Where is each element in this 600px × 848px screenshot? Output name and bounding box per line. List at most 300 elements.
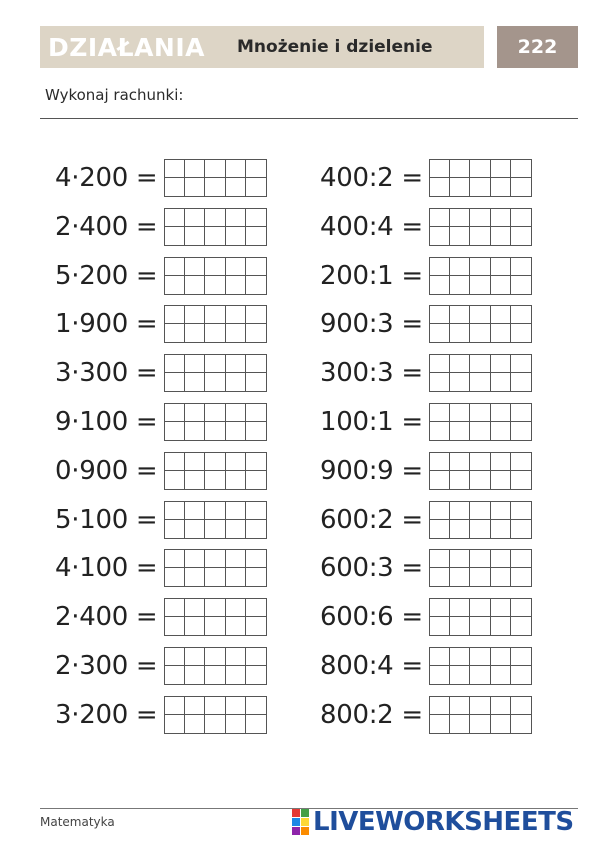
answer-cell[interactable]: [205, 648, 225, 666]
answer-cell[interactable]: [491, 373, 511, 391]
exercise-expression: 4·100 =: [55, 553, 158, 583]
answer-cell[interactable]: [511, 422, 531, 440]
exercise-expression: 4·200 =: [55, 163, 158, 193]
answer-cell[interactable]: [185, 568, 205, 586]
answer-cell[interactable]: [246, 568, 266, 586]
answer-cell[interactable]: [246, 306, 266, 324]
answer-cell[interactable]: [165, 258, 185, 276]
answer-grid[interactable]: [429, 354, 532, 392]
answer-cell[interactable]: [470, 209, 490, 227]
answer-cell[interactable]: [185, 648, 205, 666]
answer-cell[interactable]: [246, 227, 266, 245]
answer-cell[interactable]: [470, 355, 490, 373]
answer-cell[interactable]: [450, 160, 470, 178]
answer-cell[interactable]: [470, 550, 490, 568]
answer-cell[interactable]: [470, 178, 490, 196]
answer-cell[interactable]: [205, 209, 225, 227]
exercise-expression: 600:6 =: [320, 602, 423, 632]
answer-cell[interactable]: [470, 324, 490, 342]
answer-cell[interactable]: [491, 568, 511, 586]
watermark-text: LIVEWORKSHEETS: [313, 807, 574, 837]
answer-grid[interactable]: [429, 696, 532, 734]
page-number: 222: [497, 26, 578, 68]
answer-cell[interactable]: [205, 306, 225, 324]
answer-cell[interactable]: [511, 520, 531, 538]
answer-cell[interactable]: [226, 324, 246, 342]
answer-cell[interactable]: [246, 160, 266, 178]
answer-cell[interactable]: [470, 276, 490, 294]
answer-cell[interactable]: [491, 520, 511, 538]
answer-cell[interactable]: [450, 373, 470, 391]
answer-cell[interactable]: [205, 453, 225, 471]
answer-cell[interactable]: [185, 324, 205, 342]
answer-cell[interactable]: [450, 648, 470, 666]
answer-cell[interactable]: [226, 178, 246, 196]
answer-cell[interactable]: [491, 178, 511, 196]
answer-cell[interactable]: [185, 666, 205, 684]
answer-cell[interactable]: [165, 648, 185, 666]
answer-cell[interactable]: [205, 471, 225, 489]
answer-cell[interactable]: [470, 404, 490, 422]
answer-cell[interactable]: [450, 697, 470, 715]
answer-cell[interactable]: [470, 666, 490, 684]
instruction-text: Wykonaj rachunki:: [45, 86, 184, 104]
answer-grid[interactable]: [164, 257, 267, 295]
answer-cell[interactable]: [511, 178, 531, 196]
answer-cell[interactable]: [430, 697, 450, 715]
exercise-row: [55, 256, 275, 296]
answer-cell[interactable]: [491, 599, 511, 617]
answer-cell[interactable]: [430, 648, 450, 666]
answer-cell[interactable]: [185, 599, 205, 617]
answer-cell[interactable]: [470, 422, 490, 440]
answer-cell[interactable]: [185, 209, 205, 227]
answer-cell[interactable]: [470, 502, 490, 520]
answer-grid[interactable]: [164, 208, 267, 246]
answer-cell[interactable]: [511, 227, 531, 245]
answer-cell[interactable]: [165, 324, 185, 342]
answer-cell[interactable]: [470, 453, 490, 471]
exercise-row: [320, 304, 540, 344]
answer-cell[interactable]: [511, 160, 531, 178]
answer-cell[interactable]: [491, 502, 511, 520]
answer-cell[interactable]: [246, 715, 266, 733]
answer-cell[interactable]: [165, 715, 185, 733]
answer-cell[interactable]: [450, 502, 470, 520]
answer-grid[interactable]: [164, 354, 267, 392]
exercise-expression: 100:1 =: [320, 407, 423, 437]
answer-cell[interactable]: [470, 160, 490, 178]
answer-cell[interactable]: [246, 599, 266, 617]
answer-cell[interactable]: [185, 227, 205, 245]
answer-grid[interactable]: [429, 501, 532, 539]
answer-cell[interactable]: [511, 550, 531, 568]
topic-title: Mnożenie i dzielenie: [237, 37, 433, 57]
answer-cell[interactable]: [511, 599, 531, 617]
answer-cell[interactable]: [226, 373, 246, 391]
answer-cell[interactable]: [165, 306, 185, 324]
exercise-expression: 800:4 =: [320, 651, 423, 681]
answer-cell[interactable]: [165, 471, 185, 489]
answer-cell[interactable]: [226, 502, 246, 520]
answer-cell[interactable]: [511, 568, 531, 586]
answer-cell[interactable]: [511, 453, 531, 471]
answer-cell[interactable]: [246, 373, 266, 391]
answer-cell[interactable]: [430, 276, 450, 294]
answer-cell[interactable]: [511, 471, 531, 489]
answer-cell[interactable]: [450, 715, 470, 733]
answer-cell[interactable]: [430, 422, 450, 440]
answer-cell[interactable]: [246, 355, 266, 373]
answer-cell[interactable]: [450, 568, 470, 586]
answer-cell[interactable]: [165, 666, 185, 684]
answer-cell[interactable]: [246, 520, 266, 538]
answer-cell[interactable]: [185, 520, 205, 538]
answer-cell[interactable]: [205, 373, 225, 391]
exercise-row: [55, 451, 275, 491]
exercise-row: [55, 500, 275, 540]
answer-grid[interactable]: [429, 598, 532, 636]
answer-grid[interactable]: [429, 403, 532, 441]
logo-square: [292, 818, 300, 826]
answer-cell[interactable]: [205, 502, 225, 520]
answer-cell[interactable]: [185, 404, 205, 422]
answer-cell[interactable]: [165, 355, 185, 373]
answer-cell[interactable]: [450, 471, 470, 489]
answer-cell[interactable]: [165, 697, 185, 715]
answer-cell[interactable]: [470, 258, 490, 276]
answer-cell[interactable]: [491, 258, 511, 276]
answer-grid[interactable]: [429, 257, 532, 295]
answer-cell[interactable]: [185, 178, 205, 196]
answer-cell[interactable]: [226, 355, 246, 373]
answer-cell[interactable]: [185, 715, 205, 733]
answer-cell[interactable]: [185, 276, 205, 294]
answer-cell[interactable]: [246, 422, 266, 440]
answer-cell[interactable]: [165, 453, 185, 471]
answer-cell[interactable]: [246, 697, 266, 715]
answer-cell[interactable]: [205, 697, 225, 715]
answer-cell[interactable]: [430, 355, 450, 373]
answer-cell[interactable]: [470, 306, 490, 324]
answer-cell[interactable]: [450, 520, 470, 538]
exercise-expression: 3·200 =: [55, 700, 158, 730]
answer-cell[interactable]: [165, 599, 185, 617]
answer-cell[interactable]: [511, 355, 531, 373]
answer-cell[interactable]: [205, 227, 225, 245]
answer-cell[interactable]: [185, 422, 205, 440]
answer-cell[interactable]: [491, 648, 511, 666]
answer-cell[interactable]: [205, 258, 225, 276]
answer-cell[interactable]: [226, 404, 246, 422]
answer-cell[interactable]: [185, 160, 205, 178]
answer-cell[interactable]: [511, 666, 531, 684]
answer-cell[interactable]: [511, 306, 531, 324]
answer-cell[interactable]: [226, 453, 246, 471]
answer-cell[interactable]: [430, 178, 450, 196]
answer-cell[interactable]: [165, 502, 185, 520]
answer-cell[interactable]: [226, 599, 246, 617]
answer-cell[interactable]: [185, 373, 205, 391]
answer-cell[interactable]: [430, 373, 450, 391]
answer-cell[interactable]: [226, 209, 246, 227]
answer-cell[interactable]: [430, 715, 450, 733]
exercise-expression: 800:2 =: [320, 700, 423, 730]
answer-cell[interactable]: [165, 178, 185, 196]
answer-cell[interactable]: [246, 276, 266, 294]
answer-cell[interactable]: [450, 422, 470, 440]
answer-cell[interactable]: [511, 373, 531, 391]
answer-cell[interactable]: [430, 209, 450, 227]
answer-cell[interactable]: [450, 599, 470, 617]
answer-grid[interactable]: [429, 208, 532, 246]
answer-cell[interactable]: [205, 666, 225, 684]
answer-cell[interactable]: [491, 306, 511, 324]
answer-cell[interactable]: [430, 550, 450, 568]
answer-cell[interactable]: [491, 453, 511, 471]
answer-cell[interactable]: [491, 276, 511, 294]
answer-cell[interactable]: [165, 422, 185, 440]
answer-cell[interactable]: [205, 422, 225, 440]
answer-grid[interactable]: [164, 159, 267, 197]
answer-cell[interactable]: [491, 160, 511, 178]
answer-cell[interactable]: [430, 666, 450, 684]
answer-cell[interactable]: [226, 258, 246, 276]
answer-cell[interactable]: [430, 617, 450, 635]
exercise-row: [320, 207, 540, 247]
answer-cell[interactable]: [450, 227, 470, 245]
exercise-row: [320, 548, 540, 588]
answer-cell[interactable]: [205, 520, 225, 538]
answer-cell[interactable]: [165, 568, 185, 586]
answer-grid[interactable]: [429, 647, 532, 685]
answer-cell[interactable]: [430, 502, 450, 520]
answer-cell[interactable]: [470, 471, 490, 489]
answer-cell[interactable]: [205, 324, 225, 342]
answer-cell[interactable]: [470, 697, 490, 715]
answer-grid[interactable]: [164, 696, 267, 734]
answer-cell[interactable]: [470, 520, 490, 538]
answer-grid[interactable]: [164, 305, 267, 343]
answer-cell[interactable]: [450, 453, 470, 471]
answer-cell[interactable]: [246, 209, 266, 227]
answer-cell[interactable]: [450, 324, 470, 342]
answer-cell[interactable]: [205, 404, 225, 422]
answer-cell[interactable]: [205, 715, 225, 733]
answer-cell[interactable]: [491, 550, 511, 568]
answer-cell[interactable]: [226, 520, 246, 538]
answer-cell[interactable]: [205, 276, 225, 294]
answer-cell[interactable]: [491, 209, 511, 227]
answer-cell[interactable]: [226, 715, 246, 733]
exercise-row: [55, 695, 275, 735]
answer-cell[interactable]: [470, 568, 490, 586]
answer-cell[interactable]: [185, 502, 205, 520]
answer-grid[interactable]: [429, 452, 532, 490]
answer-cell[interactable]: [165, 617, 185, 635]
answer-cell[interactable]: [185, 471, 205, 489]
answer-grid[interactable]: [164, 549, 267, 587]
answer-cell[interactable]: [511, 404, 531, 422]
answer-cell[interactable]: [430, 258, 450, 276]
answer-cell[interactable]: [511, 258, 531, 276]
answer-cell[interactable]: [491, 324, 511, 342]
answer-cell[interactable]: [205, 550, 225, 568]
answer-cell[interactable]: [165, 404, 185, 422]
answer-cell[interactable]: [246, 550, 266, 568]
answer-cell[interactable]: [246, 324, 266, 342]
answer-cell[interactable]: [430, 599, 450, 617]
answer-cell[interactable]: [491, 697, 511, 715]
answer-cell[interactable]: [491, 355, 511, 373]
answer-cell[interactable]: [165, 209, 185, 227]
answer-cell[interactable]: [470, 373, 490, 391]
answer-cell[interactable]: [511, 209, 531, 227]
answer-cell[interactable]: [450, 404, 470, 422]
answer-cell[interactable]: [430, 453, 450, 471]
answer-cell[interactable]: [226, 306, 246, 324]
answer-cell[interactable]: [246, 471, 266, 489]
exercise-row: [55, 304, 275, 344]
answer-cell[interactable]: [205, 568, 225, 586]
exercise-expression: 300:3 =: [320, 358, 423, 388]
answer-cell[interactable]: [165, 160, 185, 178]
exercise-expression: 900:3 =: [320, 309, 423, 339]
answer-cell[interactable]: [450, 550, 470, 568]
answer-cell[interactable]: [491, 404, 511, 422]
answer-cell[interactable]: [450, 666, 470, 684]
answer-cell[interactable]: [226, 160, 246, 178]
answer-cell[interactable]: [226, 550, 246, 568]
answer-grid[interactable]: [164, 501, 267, 539]
exercise-row: [320, 500, 540, 540]
answer-cell[interactable]: [246, 648, 266, 666]
answer-cell[interactable]: [165, 520, 185, 538]
answer-cell[interactable]: [450, 258, 470, 276]
answer-cell[interactable]: [246, 258, 266, 276]
answer-cell[interactable]: [491, 471, 511, 489]
answer-cell[interactable]: [185, 697, 205, 715]
answer-cell[interactable]: [226, 617, 246, 635]
answer-cell[interactable]: [430, 227, 450, 245]
answer-cell[interactable]: [430, 160, 450, 178]
answer-cell[interactable]: [205, 617, 225, 635]
answer-cell[interactable]: [470, 715, 490, 733]
answer-cell[interactable]: [226, 276, 246, 294]
answer-cell[interactable]: [185, 550, 205, 568]
answer-grid[interactable]: [429, 159, 532, 197]
answer-cell[interactable]: [430, 324, 450, 342]
answer-cell[interactable]: [450, 209, 470, 227]
answer-cell[interactable]: [470, 617, 490, 635]
answer-cell[interactable]: [205, 178, 225, 196]
answer-cell[interactable]: [511, 715, 531, 733]
answer-cell[interactable]: [246, 453, 266, 471]
answer-cell[interactable]: [511, 324, 531, 342]
answer-cell[interactable]: [185, 453, 205, 471]
answer-cell[interactable]: [246, 404, 266, 422]
answer-cell[interactable]: [246, 666, 266, 684]
answer-cell[interactable]: [470, 648, 490, 666]
category-title: DZIAŁANIA: [48, 32, 206, 62]
answer-cell[interactable]: [450, 178, 470, 196]
answer-cell[interactable]: [450, 276, 470, 294]
answer-cell[interactable]: [205, 599, 225, 617]
answer-cell[interactable]: [491, 715, 511, 733]
exercise-row: [55, 548, 275, 588]
answer-cell[interactable]: [491, 227, 511, 245]
answer-cell[interactable]: [430, 568, 450, 586]
answer-cell[interactable]: [511, 697, 531, 715]
exercise-expression: 900:9 =: [320, 456, 423, 486]
answer-cell[interactable]: [165, 227, 185, 245]
answer-cell[interactable]: [185, 355, 205, 373]
answer-cell[interactable]: [430, 471, 450, 489]
answer-cell[interactable]: [226, 697, 246, 715]
answer-cell[interactable]: [470, 227, 490, 245]
answer-grid[interactable]: [164, 403, 267, 441]
answer-cell[interactable]: [205, 160, 225, 178]
answer-cell[interactable]: [450, 355, 470, 373]
answer-cell[interactable]: [226, 471, 246, 489]
answer-cell[interactable]: [246, 617, 266, 635]
answer-cell[interactable]: [491, 422, 511, 440]
answer-cell[interactable]: [226, 568, 246, 586]
answer-cell[interactable]: [430, 306, 450, 324]
answer-cell[interactable]: [430, 404, 450, 422]
answer-cell[interactable]: [226, 422, 246, 440]
answer-cell[interactable]: [246, 502, 266, 520]
answer-cell[interactable]: [226, 666, 246, 684]
exercise-row: [55, 402, 275, 442]
exercise-row: [55, 646, 275, 686]
answer-cell[interactable]: [185, 617, 205, 635]
liveworksheets-logo-icon: [292, 809, 309, 835]
answer-cell[interactable]: [511, 648, 531, 666]
answer-cell[interactable]: [205, 355, 225, 373]
exercise-row: [320, 256, 540, 296]
exercise-row: [320, 646, 540, 686]
answer-grid[interactable]: [429, 305, 532, 343]
answer-cell[interactable]: [226, 227, 246, 245]
answer-cell[interactable]: [511, 617, 531, 635]
answer-grid[interactable]: [164, 598, 267, 636]
exercise-row: [320, 451, 540, 491]
answer-cell[interactable]: [185, 258, 205, 276]
answer-cell[interactable]: [450, 306, 470, 324]
answer-cell[interactable]: [165, 276, 185, 294]
exercise-row: [320, 158, 540, 198]
answer-cell[interactable]: [185, 306, 205, 324]
answer-cell[interactable]: [430, 520, 450, 538]
answer-cell[interactable]: [226, 648, 246, 666]
answer-cell[interactable]: [246, 178, 266, 196]
answer-cell[interactable]: [491, 666, 511, 684]
answer-cell[interactable]: [491, 617, 511, 635]
answer-cell[interactable]: [165, 550, 185, 568]
exercise-row: [320, 353, 540, 393]
answer-cell[interactable]: [511, 276, 531, 294]
exercise-expression: 5·100 =: [55, 505, 158, 535]
answer-grid[interactable]: [164, 452, 267, 490]
answer-cell[interactable]: [165, 373, 185, 391]
exercise-row: [55, 353, 275, 393]
answer-grid[interactable]: [164, 647, 267, 685]
answer-cell[interactable]: [450, 617, 470, 635]
answer-cell[interactable]: [470, 599, 490, 617]
answer-grid[interactable]: [429, 549, 532, 587]
answer-cell[interactable]: [511, 502, 531, 520]
